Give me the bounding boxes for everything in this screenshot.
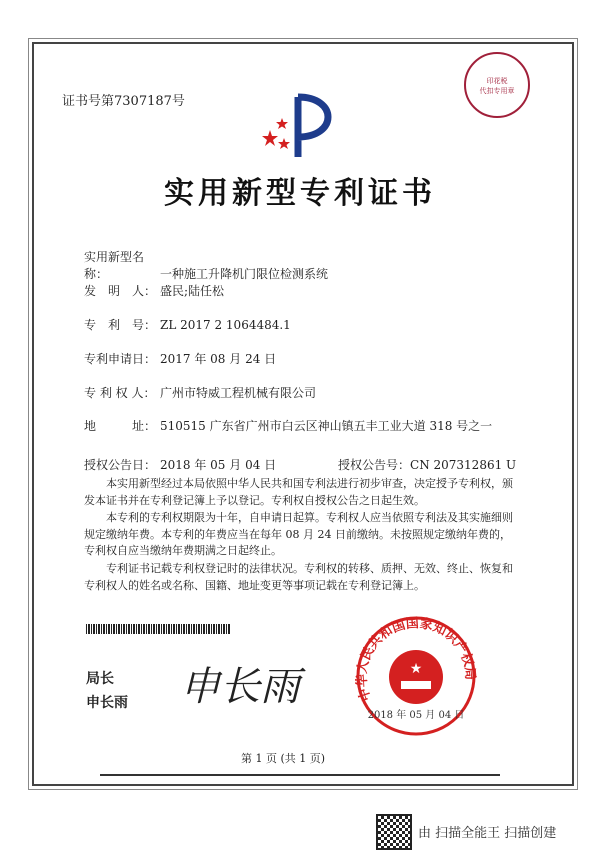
field-application-date: 专利申请日： 2017 年 08 月 24 日 [84,352,277,366]
field-inventor: 发 明 人： 盛民;陆任松 [84,284,225,298]
field-announcement-number: 授权公告号：CN 207312861 U [338,458,517,472]
scanner-watermark: 由 扫描全能王 扫描创建 [418,826,557,841]
official-seal [355,615,477,737]
divider [100,774,500,776]
certificate-number: 证书号第7307187号 [62,94,185,109]
director-title: 局长 [86,671,114,687]
qr-code-icon [376,814,412,850]
field-utility-model-name: 实用新型名称： 一种施工升降机门限位检测系统 [84,250,329,281]
field-grant-date: 授权公告日： 2018 年 05 月 04 日 [84,458,277,472]
cnipa-logo-icon [258,92,348,162]
field-patentee: 专 利 权 人： 广州市特威工程机械有限公司 [84,386,317,400]
paragraph-1: 本实用新型经过本局依照中华人民共和国专利法进行初步审查，决定授予专利权，颁发本证书并在专利登记簿上予以登记。专利权自授权公告之日起生效。 [84,477,513,507]
paragraph-3: 专利证书记载专利权登记时的法律状况。专利权的转移、质押、无效、终止、恢复和专利权人的姓名或名称、国籍、地址变更等事项记载在专利登记簿上。 [84,562,513,592]
svg-text:印花税: 印花税 [486,77,508,85]
director-name: 申长雨 [86,695,128,711]
field-patent-number: 专 利 号： ZL 2017 2 1064484.1 [84,318,291,332]
svg-text:代扣专用章: 代扣专用章 [479,87,515,95]
signature: 申长雨 [180,664,300,710]
svg-text:中华人民共和国国家知识产权局: 中华人民共和国国家知识产权局 [355,616,477,703]
page-number: 第 1 页 (共 1 页) [240,752,326,765]
paragraph-2: 本专利的专利权期限为十年，自申请日起算。专利权人应当依照专利法及其实施细则规定缴纳年费。本专利的年费应当在每年 08 月 24 日前缴纳。未按照规定缴纳年费的，专利权自应当缴纳年费期满之日起终止。 [84,511,513,557]
barcode [86,624,230,634]
field-address: 地 址： 510515 广东省广州市白云区神山镇五丰工业大道 318 号之一 [84,419,493,433]
svg-text:2018 年 05 月 04 日: 2018 年 05 月 04 日 [367,710,465,721]
svg-text:★: ★ [409,661,423,677]
page-title: 实用新型专利证书 [164,176,436,211]
tax-stamp [462,50,532,120]
